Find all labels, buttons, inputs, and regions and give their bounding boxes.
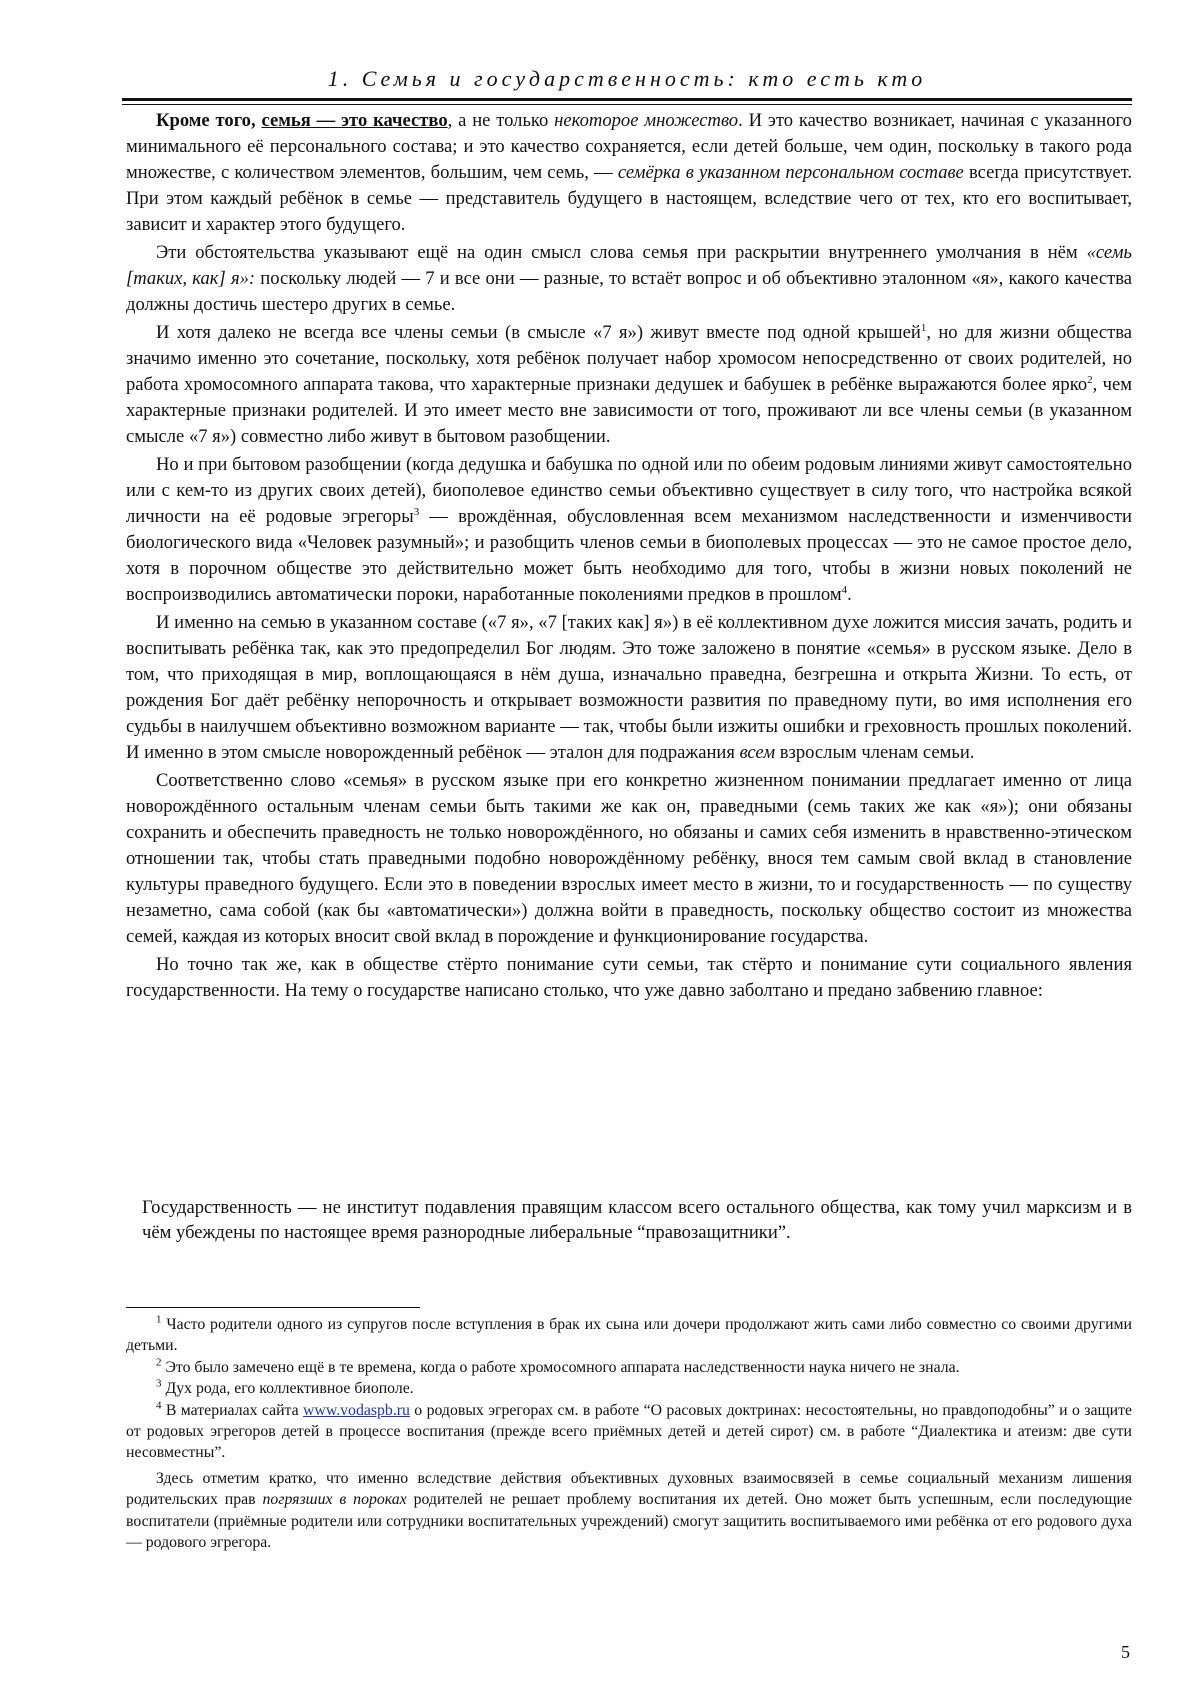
main-text <box>126 108 1132 1004</box>
text-run: И именно на семью в указанном составе («7 я», «7 [таких как] я») в её коллективном духе ложится миссия зачать, родить и воспитывать ребёнка так, как это предопределил Бог людям. Это тоже заложено в понятие «семья» в русском языке. Дело в том, что приходящая в мир, воплощающаяся в нём душа, изначально праведна, безгрешна и открыта Жизни. То есть, от рождения Бог даёт ребёнку непорочность и открывает возможности развития по праведному пути, во имя исполнения его судьбы в наилучшем объективно возможном варианте — так, чтобы были изжиты ошибки и греховность прошлых поколений. И именно в этом смысле новорожденный ребёнок — эталон для подражания <box>126 612 1132 763</box>
footnote-text: родителей не решает проблему воспитания их детей. Оно может быть успешным, если последующие воспитатели (приёмные родители или сотрудники воспитательных учреждений) смогут защитить воспитываемого ими ребёнка от его родового духа — родового эгрегора. <box>126 1491 1132 1552</box>
italic-run: семёрка в указанном персональном составе <box>617 162 964 183</box>
footnotes <box>126 1314 1132 1553</box>
footnote <box>126 1400 1132 1464</box>
text-run: Но и при бытовом разобщении (когда дедушка и бабушка по одной или по обеим родовым линиями живут самостоятельно или с кем-то из других своих детей), биополевое единство семьи объективно существует в силу того, что настройка всякой личности на её родовые эгрегоры <box>126 454 1132 527</box>
paragraph <box>126 108 1132 238</box>
footnote <box>126 1378 1132 1399</box>
footnote-number: 3 <box>156 1377 162 1390</box>
text-run: . <box>847 584 852 605</box>
footnote-text: Здесь отметим кратко, что именно вследствие действия объективных духовных взаимосвязей в семье социальный механизм лишения родительских прав <box>126 1469 1132 1509</box>
text-run: Но точно так же, как в обществе стёрто понимание сути семьи, так стёрто и понимание сути социального явления государственности. На тему о государстве написано столько, что уже давно заболтано и предано забвению главное: <box>126 954 1132 1001</box>
text-run: , а не только <box>447 110 555 131</box>
footnote-ref[interactable]: 2 <box>1087 373 1093 386</box>
footnote-text: Дух рода, его коллективное биополе. <box>161 1380 414 1398</box>
header-rule <box>122 98 1132 101</box>
paragraph <box>126 768 1132 950</box>
footnote-text: В материалах сайта <box>161 1401 304 1419</box>
site-link[interactable]: www.vodaspb.ru <box>303 1401 410 1419</box>
footnote-text: Часто родители одного из супругов после вступления в брак их сына или дочери продолжают жить сами либо совместно со своими другими детьми. <box>126 1316 1132 1355</box>
footnote-number: 4 <box>156 1399 162 1412</box>
paragraph <box>126 952 1132 1004</box>
text-run: , чем характерные признаки родителей. И это имеет место вне зависимости от того, проживают ли все члены семьи (в указанном смысле «7 я») совместно либо живут в бытовом разобщении. <box>126 374 1132 447</box>
paragraph <box>126 240 1132 318</box>
page-number: 5 <box>1121 1642 1130 1662</box>
text-run: поскольку людей — 7 и все они — разные, то встаёт вопрос и об объективно эталонном «я», какого качества должны достичь шестеро других в семье. <box>126 268 1132 315</box>
footnote-text: Это было замечено ещё в те времена, когда о работе хромосомного аппарата наследственности наука ничего не знала. <box>161 1358 960 1376</box>
text-run: Соответственно слово «семья» в русском языке при его конкретно жизненном понимании предлагает именно от лица новорождённого остальным членам семьи быть такими же как он, праведными (семь таких же как «я»); они обязаны сохранить и обеспечить праведность не только новорождённого, но обязаны и самих себя изменить в нравственно-этическом отношении так, чтобы стать праведными подобно новорождённому ребёнку, внося тем самым свой вклад в становление культуры праведного будущего. Если это в поведении взрослых имеет место в жизни, то и государственность — по существу незаметно, сама собой (как бы «автоматически») должна войти в праведность, поскольку общество состоит из множества семей, каждая из которых вносит свой вклад в порождение и функционирование государства. <box>126 770 1132 947</box>
footnote-continuation <box>126 1468 1132 1554</box>
bold-lead: Кроме того, <box>156 110 262 131</box>
text-run: всегда присутствует. При этом каждый ребёнок в семье — представитель будущего в настоящем, вследствие чего от тех, кто его воспитывает, зависит и характер этого будущего. <box>126 162 1133 235</box>
paragraph <box>126 452 1132 608</box>
text-run: , но для жизни общества значимо именно это сочетание, поскольку, хотя ребёнок получает набор хромосом непосредственно от своих родителей, но работа хромосомного аппарата такова, что характерные признаки дедушек и бабушек в ребёнке выражаются более ярко <box>126 322 1133 395</box>
footnote-ref[interactable]: 3 <box>413 505 420 518</box>
text-run: И хотя далеко не всегда все члены семьи (в смысле «7 я») живут вместе под одной крышей <box>156 322 921 343</box>
text-run: — врождённая, обусловленная всем механизмом наследственности и изменчивости биологического вида «Человек разумный»; и разобщить членов семьи в биополевых процессах — это не самое простое дело, хотя в порочном обществе это действительно может быть необходимо для того, чтобы в жизни новых поколений не воспроизводились автоматически пороки, наработанные поколениями предков в прошлом <box>126 506 1133 605</box>
paragraph <box>126 610 1132 766</box>
footnote-ref[interactable]: 1 <box>920 321 927 334</box>
header-rule-thin <box>122 104 1132 105</box>
italic-run: погрязших в пороках <box>262 1491 407 1509</box>
footnote <box>126 1314 1132 1357</box>
running-header: 1. Семья и государственность: кто есть кто <box>327 66 927 91</box>
footnote-ref[interactable]: 4 <box>841 583 848 596</box>
paragraph <box>126 320 1132 450</box>
text-run: Эти обстоятельства указывают ещё на один смысл слова семья при раскрытии внутреннего умолчания в нём <box>156 242 1087 263</box>
italic-run: всем <box>739 742 776 763</box>
footnote-text: о родовых эгрегорах см. в работе “О расовых доктринах: несостоятельны, но правдоподобны” и о защите от родовых эгрегоров детей в процессе воспитания (прежде всего приёмных детей и детей сирот) см. в работе “Диалектика и атеизм: две сути несовместны”. <box>126 1401 1132 1462</box>
text-run: взрослым членам семьи. <box>775 742 975 763</box>
bold-underlined-term: семья — это качество <box>261 110 448 131</box>
footnote-number: 1 <box>156 1313 162 1326</box>
italic-run: некоторое множество <box>554 110 739 131</box>
footnote-number: 2 <box>156 1356 162 1369</box>
quote-text: Государственность — не институт подавления правящим классом всего остального общества, как тому учил марксизм и в чём убеждены по настоящее время разнородные либеральные “правозащитники”. <box>142 1197 1132 1243</box>
footnote-separator <box>126 1307 420 1308</box>
italic-run: «семь [таких, как] я»: <box>126 242 1132 289</box>
footnote <box>126 1357 1132 1378</box>
block-quote <box>142 1195 1132 1245</box>
text-run: . И это качество возникает, начиная с указанного минимального её персонального состава; и это качество сохраняется, если детей больше, чем один, поскольку в такого рода множестве, с количеством элементов, большим, чем семь, — <box>126 110 1132 183</box>
